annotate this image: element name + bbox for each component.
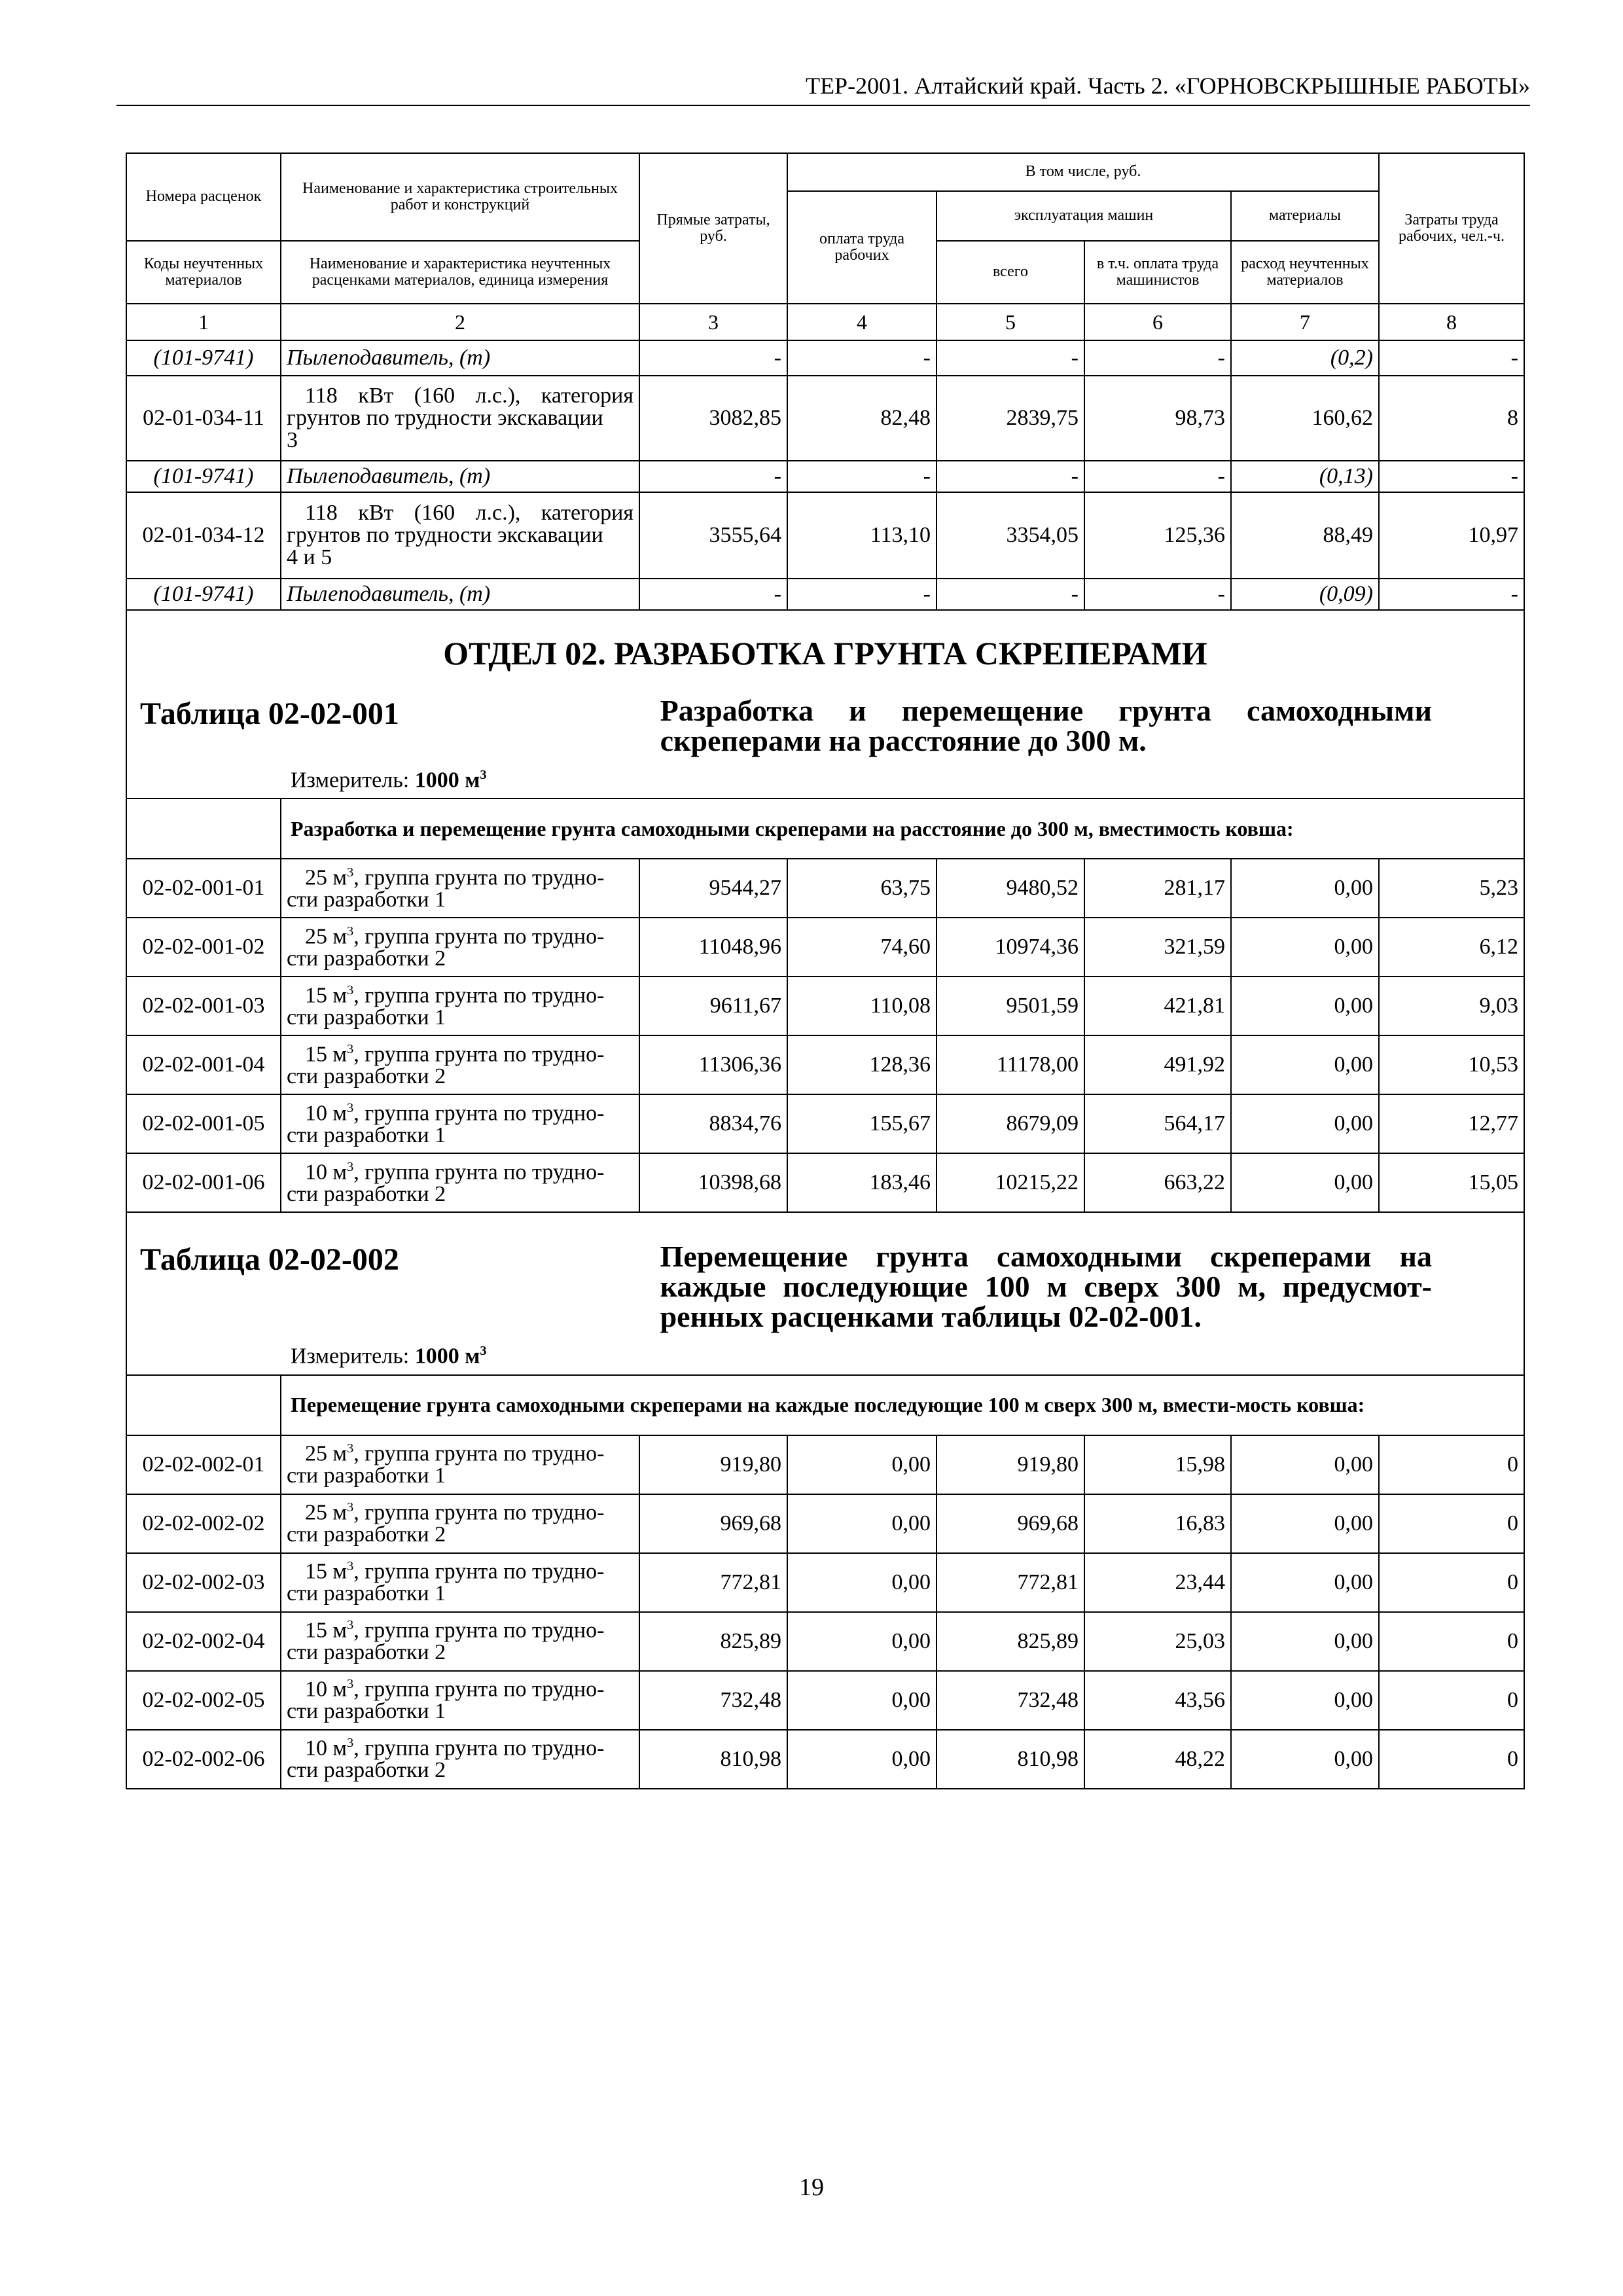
rate-code: 02-02-001-05 <box>126 1094 281 1153</box>
cell-value: 0 <box>1379 1435 1524 1494</box>
cell-value: 9501,59 <box>936 977 1084 1035</box>
material-code: (101-9741) <box>126 340 281 376</box>
rate-row <box>126 1612 1524 1671</box>
machines-group-header: эксплуатация машин <box>936 191 1231 241</box>
col-number: 6 <box>1084 304 1231 340</box>
material-code: (101-9741) <box>126 579 281 610</box>
col4-header: оплата труда рабочих <box>787 191 936 304</box>
cell-value: 9,03 <box>1379 977 1524 1035</box>
cell-value: 11306,36 <box>639 1035 787 1094</box>
cell-value: 0,00 <box>1231 1612 1379 1671</box>
cell-value: 15,98 <box>1084 1435 1231 1494</box>
cell-value: 0,00 <box>1231 859 1379 918</box>
cell-value: 43,56 <box>1084 1671 1231 1730</box>
rate-code: 02-02-001-01 <box>126 859 281 918</box>
cell-value: 564,17 <box>1084 1094 1231 1153</box>
rate-row <box>126 918 1524 977</box>
cell-value: 732,48 <box>639 1671 787 1730</box>
cell-value: 9611,67 <box>639 977 787 1035</box>
cell-value: - <box>639 340 787 376</box>
measure-label: Измеритель: <box>291 1344 410 1369</box>
cell-value: 772,81 <box>936 1553 1084 1612</box>
rate-description <box>281 859 639 918</box>
desc-rest: , группа грунта по трудно- <box>353 1559 605 1584</box>
desc-rest: , группа грунта по трудно- <box>353 1677 605 1702</box>
desc-line: 4 и 5 <box>287 545 332 569</box>
cell-value: 0,00 <box>1231 918 1379 977</box>
rate-description <box>281 1035 639 1094</box>
cell-value: - <box>787 579 936 610</box>
cell-value: 0,00 <box>1231 1553 1379 1612</box>
col7-header: расход неучтенных материалов <box>1231 241 1379 304</box>
desc-volume: 25 м <box>305 924 348 948</box>
cell-value: (0,2) <box>1231 340 1379 376</box>
rate-row <box>126 1435 1524 1494</box>
cell-value: 825,89 <box>639 1612 787 1671</box>
cell-value: 6,12 <box>1379 918 1524 977</box>
cell-value: 772,81 <box>639 1553 787 1612</box>
cell-value: - <box>639 461 787 492</box>
rate-row <box>126 859 1524 918</box>
col5-header: всего <box>936 241 1084 304</box>
cell-value: 321,59 <box>1084 918 1231 977</box>
rate-description <box>281 1094 639 1153</box>
material-name: Пылеподавитель, (т) <box>281 340 639 376</box>
desc-line: сти разработки 2 <box>287 1064 446 1088</box>
desc-rest: , группа грунта по трудно- <box>353 865 605 889</box>
col1-top-header: Номера расценок <box>126 153 281 241</box>
desc-line: сти разработки 2 <box>287 1522 446 1547</box>
desc-sup: 3 <box>347 924 354 939</box>
col-number: 8 <box>1379 304 1524 340</box>
rate-code: 02-02-001-06 <box>126 1153 281 1212</box>
desc-sup: 3 <box>347 1100 354 1115</box>
cell-value: 9480,52 <box>936 859 1084 918</box>
cell-value: 491,92 <box>1084 1035 1231 1094</box>
desc-sup: 3 <box>347 865 354 880</box>
desc-line: 118 кВт (160 л.с.), категория <box>305 384 633 408</box>
rate-row <box>126 977 1524 1035</box>
cell-value: - <box>1084 579 1231 610</box>
desc-rest: , группа грунта по трудно- <box>353 1618 605 1643</box>
desc-line: сти разработки 2 <box>287 1640 446 1665</box>
rate-description <box>281 918 639 977</box>
rate-description <box>281 977 639 1035</box>
desc-volume: 15 м <box>305 1618 348 1643</box>
cell-value: 810,98 <box>639 1730 787 1789</box>
measure-value: 1000 м <box>414 1344 480 1369</box>
col-number: 3 <box>639 304 787 340</box>
rate-code: 02-02-001-04 <box>126 1035 281 1094</box>
desc-volume: 10 м <box>305 1100 348 1125</box>
rate-description <box>281 1612 639 1671</box>
col2-bottom-header: Наименование и характеристика неучтенных расценками материалов, единица измерения <box>281 241 639 304</box>
desc-volume: 15 м <box>305 982 348 1007</box>
cell-value: 160,62 <box>1231 376 1379 461</box>
cell-value: 183,46 <box>787 1153 936 1212</box>
rates-table <box>126 152 1525 1789</box>
rate-row <box>126 1730 1524 1789</box>
cell-value: 0,00 <box>1231 977 1379 1035</box>
rate-description <box>281 1730 639 1789</box>
cell-value: 10974,36 <box>936 918 1084 977</box>
desc-line: 118 кВт (160 л.с.), категория <box>305 501 633 525</box>
desc-rest: , группа грунта по трудно- <box>353 982 605 1007</box>
cell-value: 10,53 <box>1379 1035 1524 1094</box>
rate-code: 02-01-034-11 <box>126 376 281 461</box>
desc-line: сти разработки 1 <box>287 1005 446 1030</box>
cell-value: - <box>787 461 936 492</box>
col8-header: Затраты труда рабочих, чел.-ч. <box>1379 153 1524 304</box>
cell-value: 11048,96 <box>639 918 787 977</box>
table-label: Таблица 02-02-001 <box>140 696 399 731</box>
desc-volume: 25 м <box>305 865 348 889</box>
desc-line: грунтов по трудности экскавации <box>287 523 603 547</box>
cell-value: 48,22 <box>1084 1730 1231 1789</box>
cell-value: 128,36 <box>787 1035 936 1094</box>
rate-code: 02-02-002-04 <box>126 1612 281 1671</box>
rate-row <box>126 1553 1524 1612</box>
cell-value: 8679,09 <box>936 1094 1084 1153</box>
desc-sup: 3 <box>347 1735 354 1750</box>
rate-row <box>126 376 1524 461</box>
table-title: Разработка и перемещение грунта самоходными скреперами на расстояние до 300 м. <box>660 694 1432 757</box>
cell-value: 0 <box>1379 1612 1524 1671</box>
desc-line: грунтов по трудности экскавации <box>287 406 603 430</box>
including-group-header: В том числе, руб. <box>787 153 1379 191</box>
cell-value: - <box>1084 461 1231 492</box>
group-row <box>126 798 1524 859</box>
cell-value: 0,00 <box>787 1435 936 1494</box>
cell-value: 10,97 <box>1379 492 1524 579</box>
cell-value: 8834,76 <box>639 1094 787 1153</box>
cell-value: 825,89 <box>936 1612 1084 1671</box>
cell-value: 113,10 <box>787 492 936 579</box>
rate-code: 02-02-002-05 <box>126 1671 281 1730</box>
cell-value: 63,75 <box>787 859 936 918</box>
rate-description <box>281 1494 639 1553</box>
desc-line: сти разработки 2 <box>287 1758 446 1783</box>
cell-value: 3082,85 <box>639 376 787 461</box>
desc-sup: 3 <box>347 1676 354 1691</box>
cell-value: 10215,22 <box>936 1153 1084 1212</box>
cell-value: 663,22 <box>1084 1153 1231 1212</box>
cell-value: 421,81 <box>1084 977 1231 1035</box>
cell-value: 8 <box>1379 376 1524 461</box>
desc-volume: 25 м <box>305 1500 348 1525</box>
section-title: ОТДЕЛ 02. РАЗРАБОТКА ГРУНТА СКРЕПЕРАМИ <box>443 635 1207 672</box>
desc-line: сти разработки 2 <box>287 1181 446 1206</box>
cell-value: 0,00 <box>787 1671 936 1730</box>
cell-value: - <box>1084 340 1231 376</box>
desc-line: 3 <box>287 428 298 452</box>
section-block <box>126 610 1524 798</box>
cell-value: 0,00 <box>1231 1435 1379 1494</box>
rate-row <box>126 1671 1524 1730</box>
cell-value: - <box>936 461 1084 492</box>
cell-value: 810,98 <box>936 1730 1084 1789</box>
rate-code: 02-02-001-03 <box>126 977 281 1035</box>
desc-rest: , группа грунта по трудно- <box>353 1159 605 1184</box>
cell-value: 3555,64 <box>639 492 787 579</box>
cell-value: 969,68 <box>936 1494 1084 1553</box>
cell-value: 25,03 <box>1084 1612 1231 1671</box>
rate-code: 02-02-002-01 <box>126 1435 281 1494</box>
rate-description <box>281 1153 639 1212</box>
rate-row <box>126 492 1524 579</box>
cell-value: 23,44 <box>1084 1553 1231 1612</box>
material-row <box>126 579 1524 610</box>
cell-value: 969,68 <box>639 1494 787 1553</box>
col-number: 2 <box>281 304 639 340</box>
desc-volume: 15 м <box>305 1041 348 1066</box>
cell-value: - <box>1379 340 1524 376</box>
measure-line <box>127 1332 1524 1374</box>
running-header: ТЕР-2001. Алтайский край. Часть 2. «ГОРНОВСКРЫШНЫЕ РАБОТЫ» <box>116 72 1530 106</box>
cell-value: 919,80 <box>936 1435 1084 1494</box>
rate-description <box>281 492 639 579</box>
desc-volume: 25 м <box>305 1441 348 1466</box>
cell-value: 0 <box>1379 1494 1524 1553</box>
table-label: Таблица 02-02-002 <box>140 1242 399 1278</box>
cell-value: - <box>1379 579 1524 610</box>
desc-line: сти разработки 1 <box>287 1581 446 1606</box>
cell-value: 919,80 <box>639 1435 787 1494</box>
cell-value: - <box>639 579 787 610</box>
rate-row <box>126 1494 1524 1553</box>
desc-volume: 15 м <box>305 1559 348 1584</box>
material-name: Пылеподавитель, (т) <box>281 579 639 610</box>
desc-line: сти разработки 1 <box>287 887 446 912</box>
rate-description <box>281 1553 639 1612</box>
rate-description <box>281 1671 639 1730</box>
desc-sup: 3 <box>347 1499 354 1515</box>
cell-value: 10398,68 <box>639 1153 787 1212</box>
col3-header: Прямые затраты, руб. <box>639 153 787 304</box>
col1-bottom-header: Коды неучтенных материалов <box>126 241 281 304</box>
measure-sup: 3 <box>480 768 487 782</box>
rate-row <box>126 1035 1524 1094</box>
desc-sup: 3 <box>347 1617 354 1632</box>
desc-volume: 10 м <box>305 1159 348 1184</box>
col-number: 7 <box>1231 304 1379 340</box>
measure-sup: 3 <box>480 1344 487 1359</box>
col6-header: в т.ч. оплата труда машинистов <box>1084 241 1231 304</box>
rate-code: 02-02-002-02 <box>126 1494 281 1553</box>
cell-value: 88,49 <box>1231 492 1379 579</box>
desc-sup: 3 <box>347 1558 354 1573</box>
cell-value: 5,23 <box>1379 859 1524 918</box>
measure-line <box>127 756 1524 798</box>
cell-value: 110,08 <box>787 977 936 1035</box>
cell-value: 74,60 <box>787 918 936 977</box>
desc-line: сти разработки 2 <box>287 946 446 971</box>
material-row <box>126 340 1524 376</box>
rate-code: 02-02-002-03 <box>126 1553 281 1612</box>
rate-description <box>281 376 639 461</box>
cell-value: 0,00 <box>1231 1671 1379 1730</box>
col-number: 5 <box>936 304 1084 340</box>
cell-value: 0,00 <box>1231 1494 1379 1553</box>
desc-rest: , группа грунта по трудно- <box>353 1041 605 1066</box>
col-number: 4 <box>787 304 936 340</box>
desc-rest: , группа грунта по трудно- <box>353 924 605 948</box>
cell-value: 0,00 <box>1231 1730 1379 1789</box>
cell-value: 2839,75 <box>936 376 1084 461</box>
desc-line: сти разработки 1 <box>287 1699 446 1724</box>
cell-value: 15,05 <box>1379 1153 1524 1212</box>
cell-value: 0 <box>1379 1671 1524 1730</box>
desc-rest: , группа грунта по трудно- <box>353 1500 605 1525</box>
table2-heading-block <box>126 1212 1524 1374</box>
cell-value: - <box>936 340 1084 376</box>
group-title: Перемещение грунта самоходными скреперами на каждые последующие 100 м сверх 300 м, вмести-мость ковша: <box>291 1393 1365 1417</box>
cell-value: 0,00 <box>787 1612 936 1671</box>
cell-value: (0,13) <box>1231 461 1379 492</box>
table-title: Перемещение грунта самоходными скреперами на каждые последующие 100 м сверх 300 м, предусмот-ренных расценками таблицы 02-02-001. <box>660 1240 1432 1334</box>
cell-value: 0,00 <box>787 1553 936 1612</box>
cell-value: 732,48 <box>936 1671 1084 1730</box>
rate-code: 02-01-034-12 <box>126 492 281 579</box>
cell-value: - <box>1379 461 1524 492</box>
cell-value: 12,77 <box>1379 1094 1524 1153</box>
cell-value: 98,73 <box>1084 376 1231 461</box>
measure-value: 1000 м <box>414 768 480 793</box>
cell-value: 0,00 <box>787 1494 936 1553</box>
desc-sup: 3 <box>347 1041 354 1056</box>
cell-value: 11178,00 <box>936 1035 1084 1094</box>
cell-value: 0 <box>1379 1730 1524 1789</box>
col-number: 1 <box>126 304 281 340</box>
rate-row <box>126 1153 1524 1212</box>
cell-value: - <box>936 579 1084 610</box>
materials-group-header: материалы <box>1231 191 1379 241</box>
desc-rest: , группа грунта по трудно- <box>353 1736 605 1761</box>
cell-value: 281,17 <box>1084 859 1231 918</box>
cell-value: 16,83 <box>1084 1494 1231 1553</box>
cell-value: 0,00 <box>1231 1094 1379 1153</box>
material-row <box>126 461 1524 492</box>
cell-value: 3354,05 <box>936 492 1084 579</box>
rate-description <box>281 1435 639 1494</box>
cell-value: 155,67 <box>787 1094 936 1153</box>
cell-value: 9544,27 <box>639 859 787 918</box>
material-name: Пылеподавитель, (т) <box>281 461 639 492</box>
cell-value: 0,00 <box>787 1730 936 1789</box>
cell-value: 0 <box>1379 1553 1524 1612</box>
group-title: Разработка и перемещение грунта самоходными скреперами на расстояние до 300 м, вместимость ковша: <box>291 816 1294 840</box>
cell-value: - <box>787 340 936 376</box>
cell-value: 0,00 <box>1231 1035 1379 1094</box>
desc-sup: 3 <box>347 1441 354 1456</box>
desc-line: сти разработки 1 <box>287 1122 446 1147</box>
group-row <box>126 1375 1524 1435</box>
desc-sup: 3 <box>347 982 354 997</box>
cell-value: 125,36 <box>1084 492 1231 579</box>
desc-volume: 10 м <box>305 1736 348 1761</box>
desc-sup: 3 <box>347 1159 354 1174</box>
cell-value: 82,48 <box>787 376 936 461</box>
rate-code: 02-02-001-02 <box>126 918 281 977</box>
rate-code: 02-02-002-06 <box>126 1730 281 1789</box>
desc-rest: , группа грунта по трудно- <box>353 1100 605 1125</box>
page-number: 19 <box>799 2174 824 2201</box>
measure-label: Измеритель: <box>291 768 410 793</box>
desc-volume: 10 м <box>305 1677 348 1702</box>
rate-row <box>126 1094 1524 1153</box>
cell-value: 0,00 <box>1231 1153 1379 1212</box>
desc-rest: , группа грунта по трудно- <box>353 1441 605 1466</box>
material-code: (101-9741) <box>126 461 281 492</box>
cell-value: (0,09) <box>1231 579 1379 610</box>
desc-line: сти разработки 1 <box>287 1463 446 1488</box>
col2-top-header: Наименование и характеристика строительных работ и конструкций <box>281 153 639 241</box>
